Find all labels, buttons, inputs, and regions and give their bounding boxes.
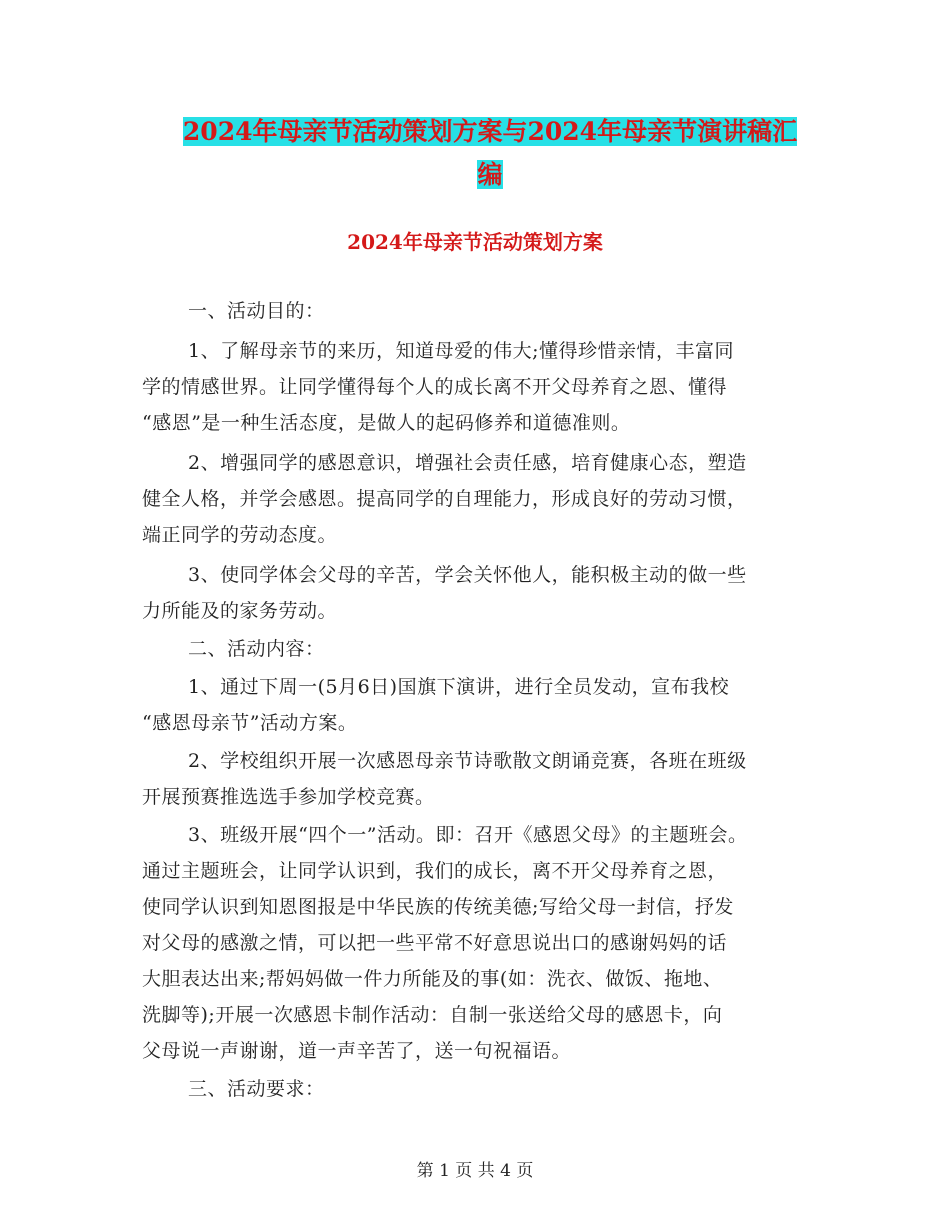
text-line: “感恩母亲节”活动方案。 (142, 712, 358, 734)
text-line: 父母说一声谢谢，道一声辛苦了，送一句祝福语。 (142, 1040, 572, 1062)
text-line: 3、班级开展“四个一”活动。即：召开《感恩父母》的主题班会。 (188, 824, 748, 846)
text-line: 使同学认识到知恩图报是中华民族的传统美德;写给父母一封信，抒发 (142, 896, 734, 918)
document-title-line-1: 2024年母亲节活动策划方案与2024年母亲节演讲稿汇 (182, 117, 798, 146)
heading-activity-requirements: 三、活动要求： (188, 1078, 325, 1100)
text-line: 端正同学的劳动态度。 (142, 524, 338, 546)
document-title-line-2: 编 (477, 160, 503, 189)
text-line: “感恩”是一种生活态度，是做人的起码修养和道德准则。 (142, 412, 631, 434)
text-line: 1、通过下周一(5月6日)国旗下演讲，进行全员发动，宣布我校 (188, 676, 730, 698)
heading-activity-content: 二、活动内容： (188, 638, 325, 660)
text-line: 健全人格，并学会感恩。提高同学的自理能力，形成良好的劳动习惯， (142, 488, 747, 510)
text-line: 对父母的感激之情，可以把一些平常不好意思说出口的感谢妈妈的话 (142, 932, 728, 954)
text-line: 开展预赛推选选手参加学校竞赛。 (142, 786, 435, 808)
text-line: 2、学校组织开展一次感恩母亲节诗歌散文朗诵竞赛，各班在班级 (188, 750, 747, 772)
page-footer: 第 1 页 共 4 页 (416, 1161, 534, 1181)
section-title: 2024年母亲节活动策划方案 (347, 230, 603, 254)
text-line: 学的情感世界。让同学懂得每个人的成长离不开父母养育之恩、懂得 (142, 376, 728, 398)
text-line: 大胆表达出来;帮妈妈做一件力所能及的事(如：洗衣、做饭、拖地、 (142, 968, 723, 990)
text-line: 2、增强同学的感恩意识，增强社会责任感，培育健康心态，塑造 (188, 452, 747, 474)
heading-activity-purpose: 一、活动目的： (188, 300, 325, 322)
text-line: 力所能及的家务劳动。 (142, 600, 338, 622)
text-line: 3、使同学体会父母的辛苦，学会关怀他人，能积极主动的做一些 (188, 564, 747, 586)
text-line: 通过主题班会，让同学认识到，我们的成长，离不开父母养育之恩， (142, 860, 728, 882)
text-line: 洗脚等);开展一次感恩卡制作活动：自制一张送给父母的感恩卡，向 (142, 1004, 723, 1026)
text-line: 1、了解母亲节的来历，知道母爱的伟大;懂得珍惜亲情，丰富同 (188, 340, 734, 362)
